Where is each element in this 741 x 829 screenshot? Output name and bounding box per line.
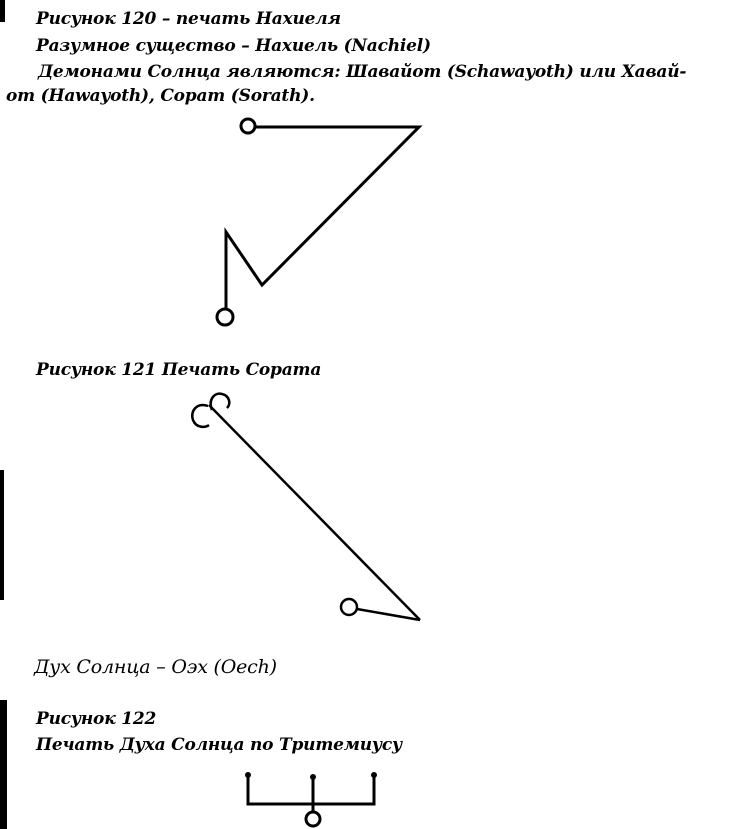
sorath-seal-diagonal [209, 405, 420, 620]
nachiel-seal-top-circle [241, 119, 255, 133]
demons-line-1: Демонами Солнца являются: Шавайот (Schawayoth) или Хавай- [38, 62, 687, 82]
oech-seal-tick-right [373, 774, 376, 777]
nachiel-seal [217, 119, 419, 325]
figure-121-caption: Рисунок 121 Печать Сората [36, 360, 322, 380]
sorath-seal-circle [341, 599, 357, 615]
sorath-seal-right-hook [211, 394, 230, 410]
figure-122-caption: Рисунок 122 [36, 709, 157, 729]
nachiel-seal-stroke [226, 127, 419, 309]
sorath-seal-left-hook [192, 405, 209, 427]
oech-seal-trithemius [247, 774, 376, 827]
oech-seal-circle [306, 812, 320, 826]
nachiel-seal-bottom-circle [217, 309, 233, 325]
spirit-line: Дух Солнца – Оэх (Oech) [34, 656, 277, 678]
sorath-seal [192, 394, 420, 620]
figure-120-caption: Рисунок 120 – печать Нахиеля [36, 9, 341, 29]
demons-line-2: от (Hawayoth), Сорат (Sorath). [6, 86, 315, 106]
figure-122-title: Печать Духа Солнца по Тритемиусу [36, 735, 402, 755]
intelligence-line: Разумное существо – Нахиель (Nachiel) [36, 36, 431, 56]
oech-seal-bracket [248, 776, 374, 804]
oech-seal-tick-mid [312, 776, 315, 779]
oech-seal-tick-left [247, 774, 250, 777]
